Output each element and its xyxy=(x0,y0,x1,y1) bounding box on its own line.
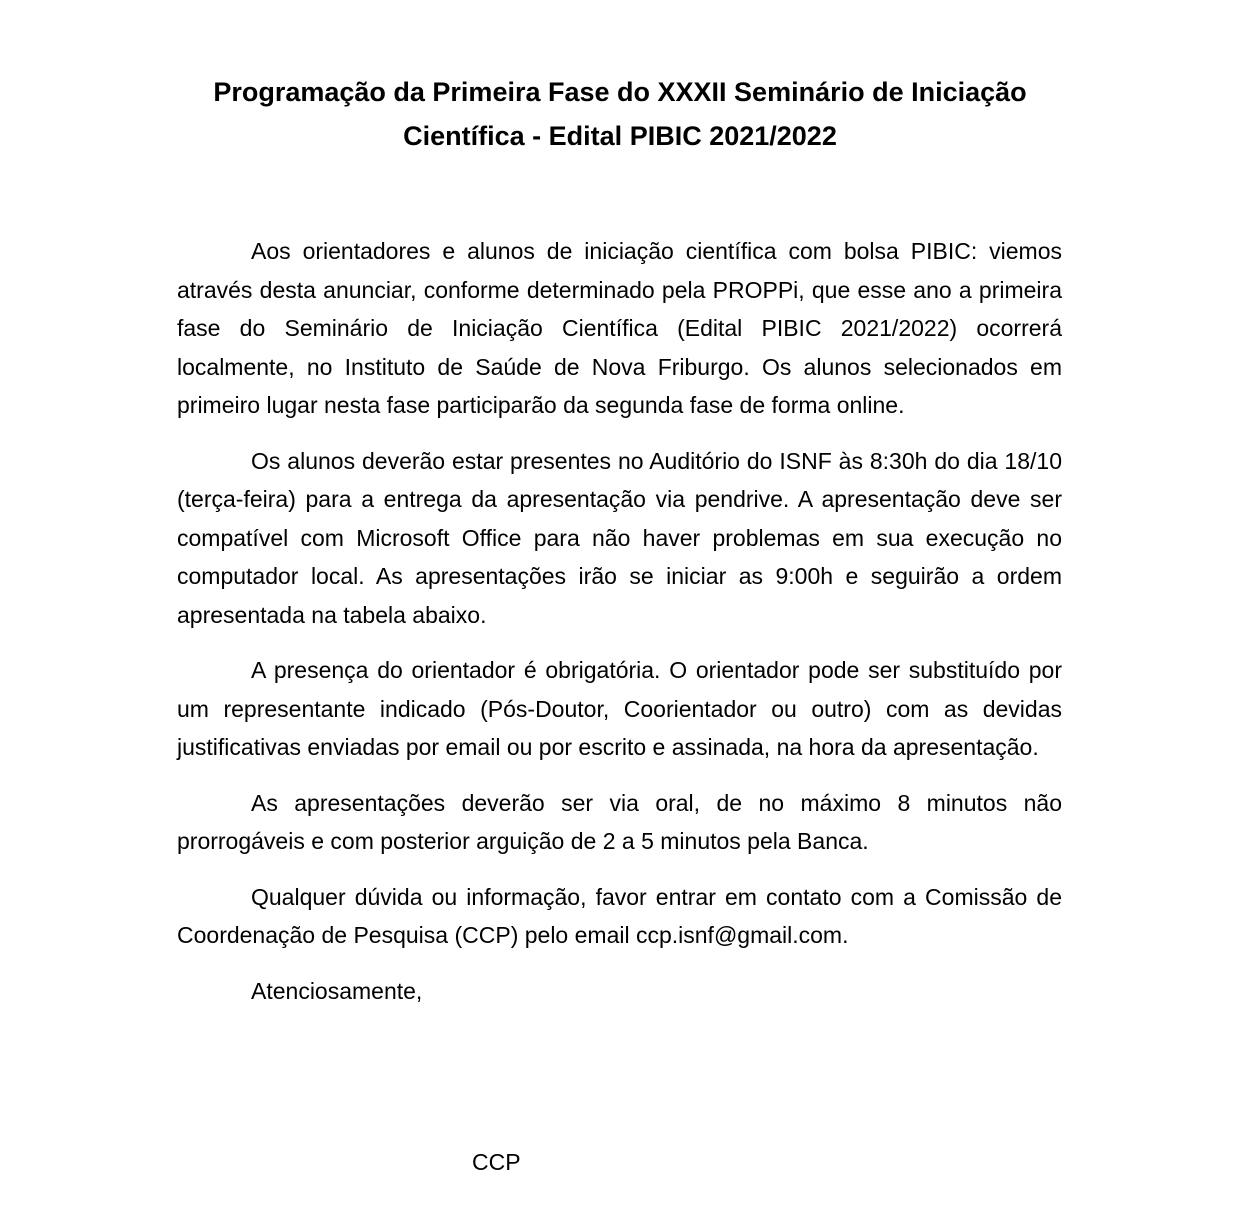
document-title: Programação da Primeira Fase do XXXII Seminário de Iniciação Científica - Edital PIBIC 2021/2022 xyxy=(213,77,1027,151)
paragraph-presentation-format: As apresentações deverão ser via oral, de no máximo 8 minutos não prorrogáveis e com posterior arguição de 2 a 5 minutos pela Banca. xyxy=(177,789,1062,854)
paragraph-intro: Aos orientadores e alunos de iniciação científica com bolsa PIBIC: viemos através desta anunciar, conforme determinado pela PROPPi, que esse ano a primeira fase do Seminário de Iniciação Científica (Edital PIBIC 2021/2022) ocorrerá localmente, no Instituto de Saúde de Nova Friburgo. Os alunos selecionados em primeiro lugar nesta fase participarão da segunda fase de forma online. xyxy=(177,238,1062,418)
paragraph-advisor-presence: A presença do orientador é obrigatória. O orientador pode ser substituído por um representante indicado (Pós-Doutor, Coorientador ou outro) com as devidas justificativas enviadas por email ou por escrito e assinada, na hora da apresentação. xyxy=(177,657,1062,760)
closing-greeting: Atenciosamente, xyxy=(251,977,423,1004)
document-body xyxy=(177,232,1062,1010)
signature: CCP xyxy=(472,1149,521,1175)
paragraph-contact: Qualquer dúvida ou informação, favor entrar em contato com a Comissão de Coordenação de Pesquisa (CCP) pelo email ccp.isnf@gmail.com. xyxy=(177,883,1062,948)
paragraph-schedule: Os alunos deverão estar presentes no Auditório do ISNF às 8:30h do dia 18/10 (terça-feira) para a entrega da apresentação via pendrive. A apresentação deve ser compatível com Microsoft Office para não haver problemas em sua execução no computador local. As apresentações irão se iniciar as 9:00h e seguirão a ordem apresentada na tabela abaixo. xyxy=(177,447,1062,628)
